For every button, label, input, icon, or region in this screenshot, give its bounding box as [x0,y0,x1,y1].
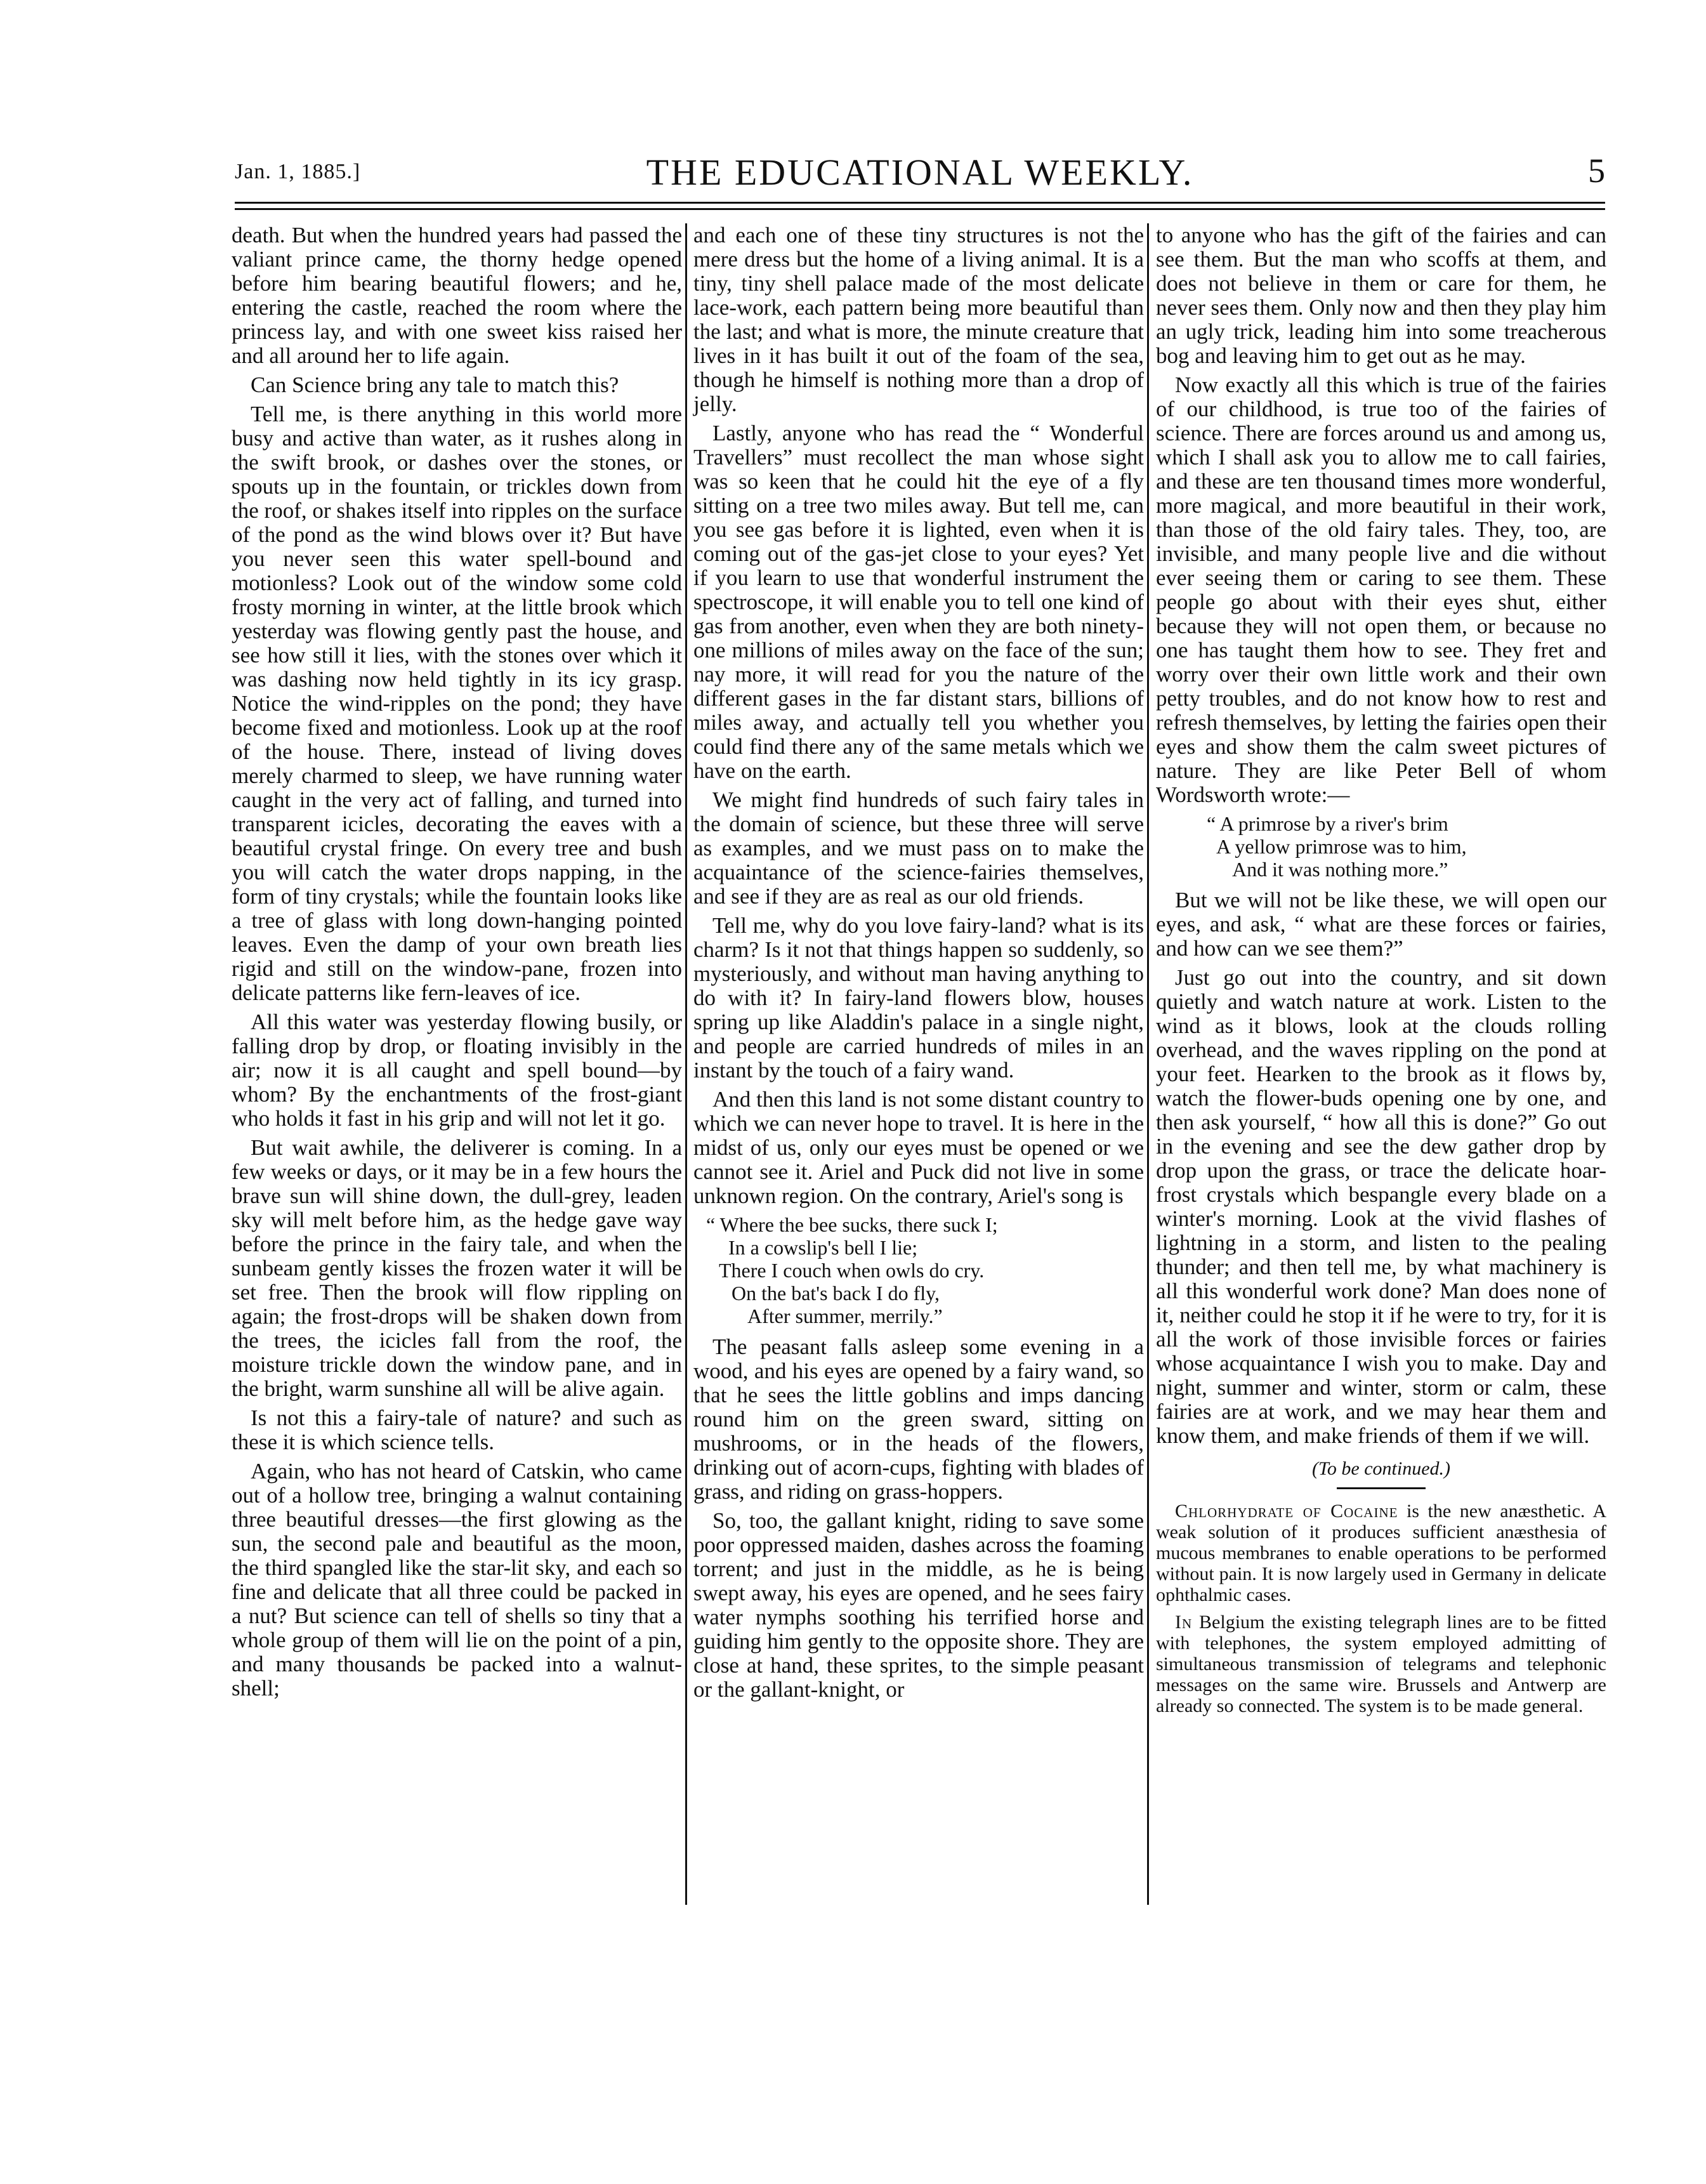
wordsworth-verse [1156,812,1606,881]
paragraph: Is not this a fairy-tale of nature? and such as these it is which science tells. [232,1405,682,1454]
note-lead: In [1175,1612,1193,1633]
verse-line: “ Where the bee sucks, there suck I; [706,1213,998,1236]
paragraph: Now exactly all this which is true of the fairies of our childhood, is true too of the fairies of science. There are forces around us and among us, which I shall ask you to allow me to call fairies, and these are ten thousand times more wonderful, more magical, and more beautiful in their work, than those of the old fairy tales. They, too, are invisible, and many people live and die without ever seeing them or caring to see them. These people go about with their eyes shut, either because they will not open them, or because no one has taught them how to see. They fret and worry over their own little work and their own petty troubles, and do not know how to rest and refresh themselves, by letting the fairies open their eyes and show them the calm sweet pictures of nature. They are like Peter Bell of whom Wordsworth wrote:— [1156,372,1606,807]
verse-line: After summer, merrily.” [747,1305,943,1327]
paragraph: All this water was yesterday flowing busily, or falling drop by drop, or floating invisibly in the air; now it is all caught and spell bound—by whom? By the enchantments of the frost-giant who holds it fast in his grip and will not let it go. [232,1010,682,1131]
paragraph: Tell me, why do you love fairy-land? what is its charm? Is it not that things happen so suddenly, so mysteriously, and without man having anything to do with it? In fairy-land flowers blow, houses spring up like Aladdin's palace in a single night, and people are carried hundreds of miles in an instant by the touch of a fairy wand. [693,913,1144,1082]
header-rule-bottom [235,208,1605,210]
paragraph: Tell me, is there anything in this world more busy and active than water, as it rushes along in the swift brook, or dashes over the stones, or spouts up in the fountain, or trickles down from the roof, or shakes itself into ripples on the surface of the pond as the wind blows over it? But have you never seen this water spell-bound and motionless? Look out of the window some cold frosty morning in winter, at the little brook which yesterday was flowing gently past the house, and see how still it lies, with the stones over which it was dashing now held tightly in its icy grasp. Notice the wind-ripples on the pond; they have become fixed and motionless. Look up at the roof of the house. There, instead of living doves merely charmed to sleep, we have running water caught in the very act of falling, and turned into transparent icicles, decorating the eaves with a beautiful crystal fringe. On every tree and bush you will catch the water drops napping, in the form of tiny crystals; while the fountain looks like a tree of glass with long down-hanging pointed leaves. Even the damp of your own breath lies rigid and still on the window-pane, frozen into delicate patterns like fern-leaves of ice. [232,402,682,1005]
verse-line: There I couch when owls do cry. [719,1259,985,1282]
column-separator-1 [685,223,687,1905]
paragraph: And then this land is not some distant country to which we can never hope to travel. It is here in the midst of us, only our eyes must be opened or we cannot see it. Ariel and Puck did not live in some unknown region. On the contrary, Ariel's song is [693,1087,1144,1208]
verse-line: In a cowslip's bell I lie; [728,1236,918,1259]
verse-line: A yellow primrose was to him, [1216,835,1467,858]
column-1 [232,223,682,1706]
news-notes [1156,1501,1606,1716]
ariel-song-verse [693,1213,1144,1327]
note-cocaine [1156,1501,1606,1605]
paragraph: and each one of these tiny structures is not the mere dress but the home of a living animal. It is a tiny, tiny shell palace made of the most delicate lace-work, each pattern being more beautiful than the last; and what is more, the minute creature that lives in it has built it out of the foam of the sea, though he himself is nothing more than a drop of jelly. [693,223,1144,416]
column-3 [1156,223,1606,1723]
paragraph: death. But when the hundred years had passed the valiant prince came, the thorny hedge opened before him bearing beautiful flowers; and he, entering the castle, reached the room where the princess lay, and with one sweet kiss raised her and all around her to life again. [232,223,682,368]
note-telephone [1156,1612,1606,1716]
verse-line: And it was nothing more.” [1232,858,1448,881]
paragraph: But we will not be like these, we will open our eyes, and ask, “ what are these forces or fairies, and how can we see them?” [1156,888,1606,961]
to-be-continued: (To be continued.) [1311,1458,1451,1479]
issue-date: Jan. 1, 1885.] [235,160,361,183]
paragraph: So, too, the gallant knight, riding to save some poor oppressed maiden, dashes across the foaming torrent; and just in the middle, as he is being swept away, his eyes are opened, and he sees fairy water nymphs soothing his terrified horse and guiding him gently to the opposite shore. They are close at hand, these sprites, to the simple peasant or the gallant-knight, or [693,1508,1144,1702]
page-header [235,151,1605,195]
paragraph: Lastly, anyone who has read the “ Wonderful Travellers” must recollect the man whose sight was so keen that he could hit the eye of a fly sitting on a tree two miles away. But tell me, can you see gas before it is lighted, even when it is coming out of the gas-jet close to your eyes? Yet if you learn to use that wonderful instrument the spectroscope, it will enable you to tell one kind of gas from another, even when they are both ninety-one millions of miles away on the face of the sun; nay more, it will read for you the nature of the different gases in the far distant stars, billions of miles away, and actually tell you whether you could find there any of the same metals which we have on the earth. [693,421,1144,783]
paragraph: We might find hundreds of such fairy tales in the domain of science, but these three will serve as examples, and we must pass on to make the acquaintance of the science-fairies themselves, and see if they are as real as our old friends. [693,787,1144,909]
paragraph: Can Science bring any tale to match this? [251,372,619,397]
paragraph: Again, who has not heard of Catskin, who came out of a hollow tree, bringing a walnut containing three beautiful dresses—the first glowing as the sun, the second pale and beautiful as the moon, the third spangled like the star-lit sky, and each so fine and delicate that all three could be packed in a nut? But science can tell of shells so tiny that a whole group of them will lie on the point of a pin, and many thousands be packed into a walnut-shell; [232,1459,682,1700]
paragraph: But wait awhile, the deliverer is coming. In a few weeks or days, or it may be in a few hours the brave sun will shine down, the dull-grey, leaden sky will melt before him, as the hedge gave way before the prince in the fairy tale, and when the sunbeam gently kisses the frozen water it will be set free. Then the brook will flow rippling on again; the frost-drops will be shaken down from the trees, the icicles fall from the roof, the moisture trickle down the window pane, and in the bright, warm sunshine all will be alive again. [232,1135,682,1401]
note-lead: Chlorhydrate of Cocaine [1175,1501,1398,1522]
section-rule [1337,1487,1426,1489]
paragraph: The peasant falls asleep some evening in a wood, and his eyes are opened by a fairy wand, so that he sees the little goblins and imps dancing round him on the green sward, sitting on mushrooms, or in the heads of the flowers, drinking out of acorn-cups, fighting with blades of grass, and riding on grass-hoppers. [693,1334,1144,1504]
column-separator-2 [1147,223,1149,1905]
note-body: Belgium the existing telegraph lines are to be fitted with telephones, the system employed admitting of simultaneous transmission of telegrams and telephonic messages on the same wire. Brussels and Antwerp are already so connected. The system is to be made general. [1156,1612,1606,1716]
paragraph: to anyone who has the gift of the fairies and can see them. But the man who scoffs at them, and does not believe in them or care for them, he never sees them. Only now and then they play him an ugly trick, leading him into some treacherous bog and leaving him to get out as he may. [1156,223,1606,368]
page-number: 5 [1588,152,1605,190]
column-2 [693,223,1144,1707]
publication-title: THE EDUCATIONAL WEEKLY. [646,152,1194,193]
note-body: is the new anæsthetic. A weak solution of it produces sufficient anæsthesia of mucous membranes to enable operations to be performed without pain. It is now largely used in Germany in delicate ophthalmic cases. [1156,1501,1606,1605]
header-rule-top [235,202,1605,204]
verse-line: “ A primrose by a river's brim [1207,812,1448,835]
verse-line: On the bat's back I do fly, [732,1282,940,1305]
paragraph: Just go out into the country, and sit down quietly and watch nature at work. Listen to the wind as it blows, look at the clouds rolling overhead, and the waves rippling on the pond at your feet. Hearken to the brook as it flows by, watch the flower-buds opening one by one, and then ask yourself, “ how all this is done?” Go out in the evening and see the dew gather drop by drop upon the grass, or trace the delicate hoar-frost crystals which bespangle every blade on a winter's morning. Look at the vivid flashes of lightning in a storm, and listen to the pealing thunder; and then tell me, by what machinery is all this wonderful work done? Man does none of it, neither could he stop it if he were to try, for it is all the work of those invisible forces or fairies whose acquaintance I wish you to make. Day and night, summer and winter, storm or calm, these fairies are at work, and we may hear them and know them, and make friends of them if we will. [1156,965,1606,1448]
